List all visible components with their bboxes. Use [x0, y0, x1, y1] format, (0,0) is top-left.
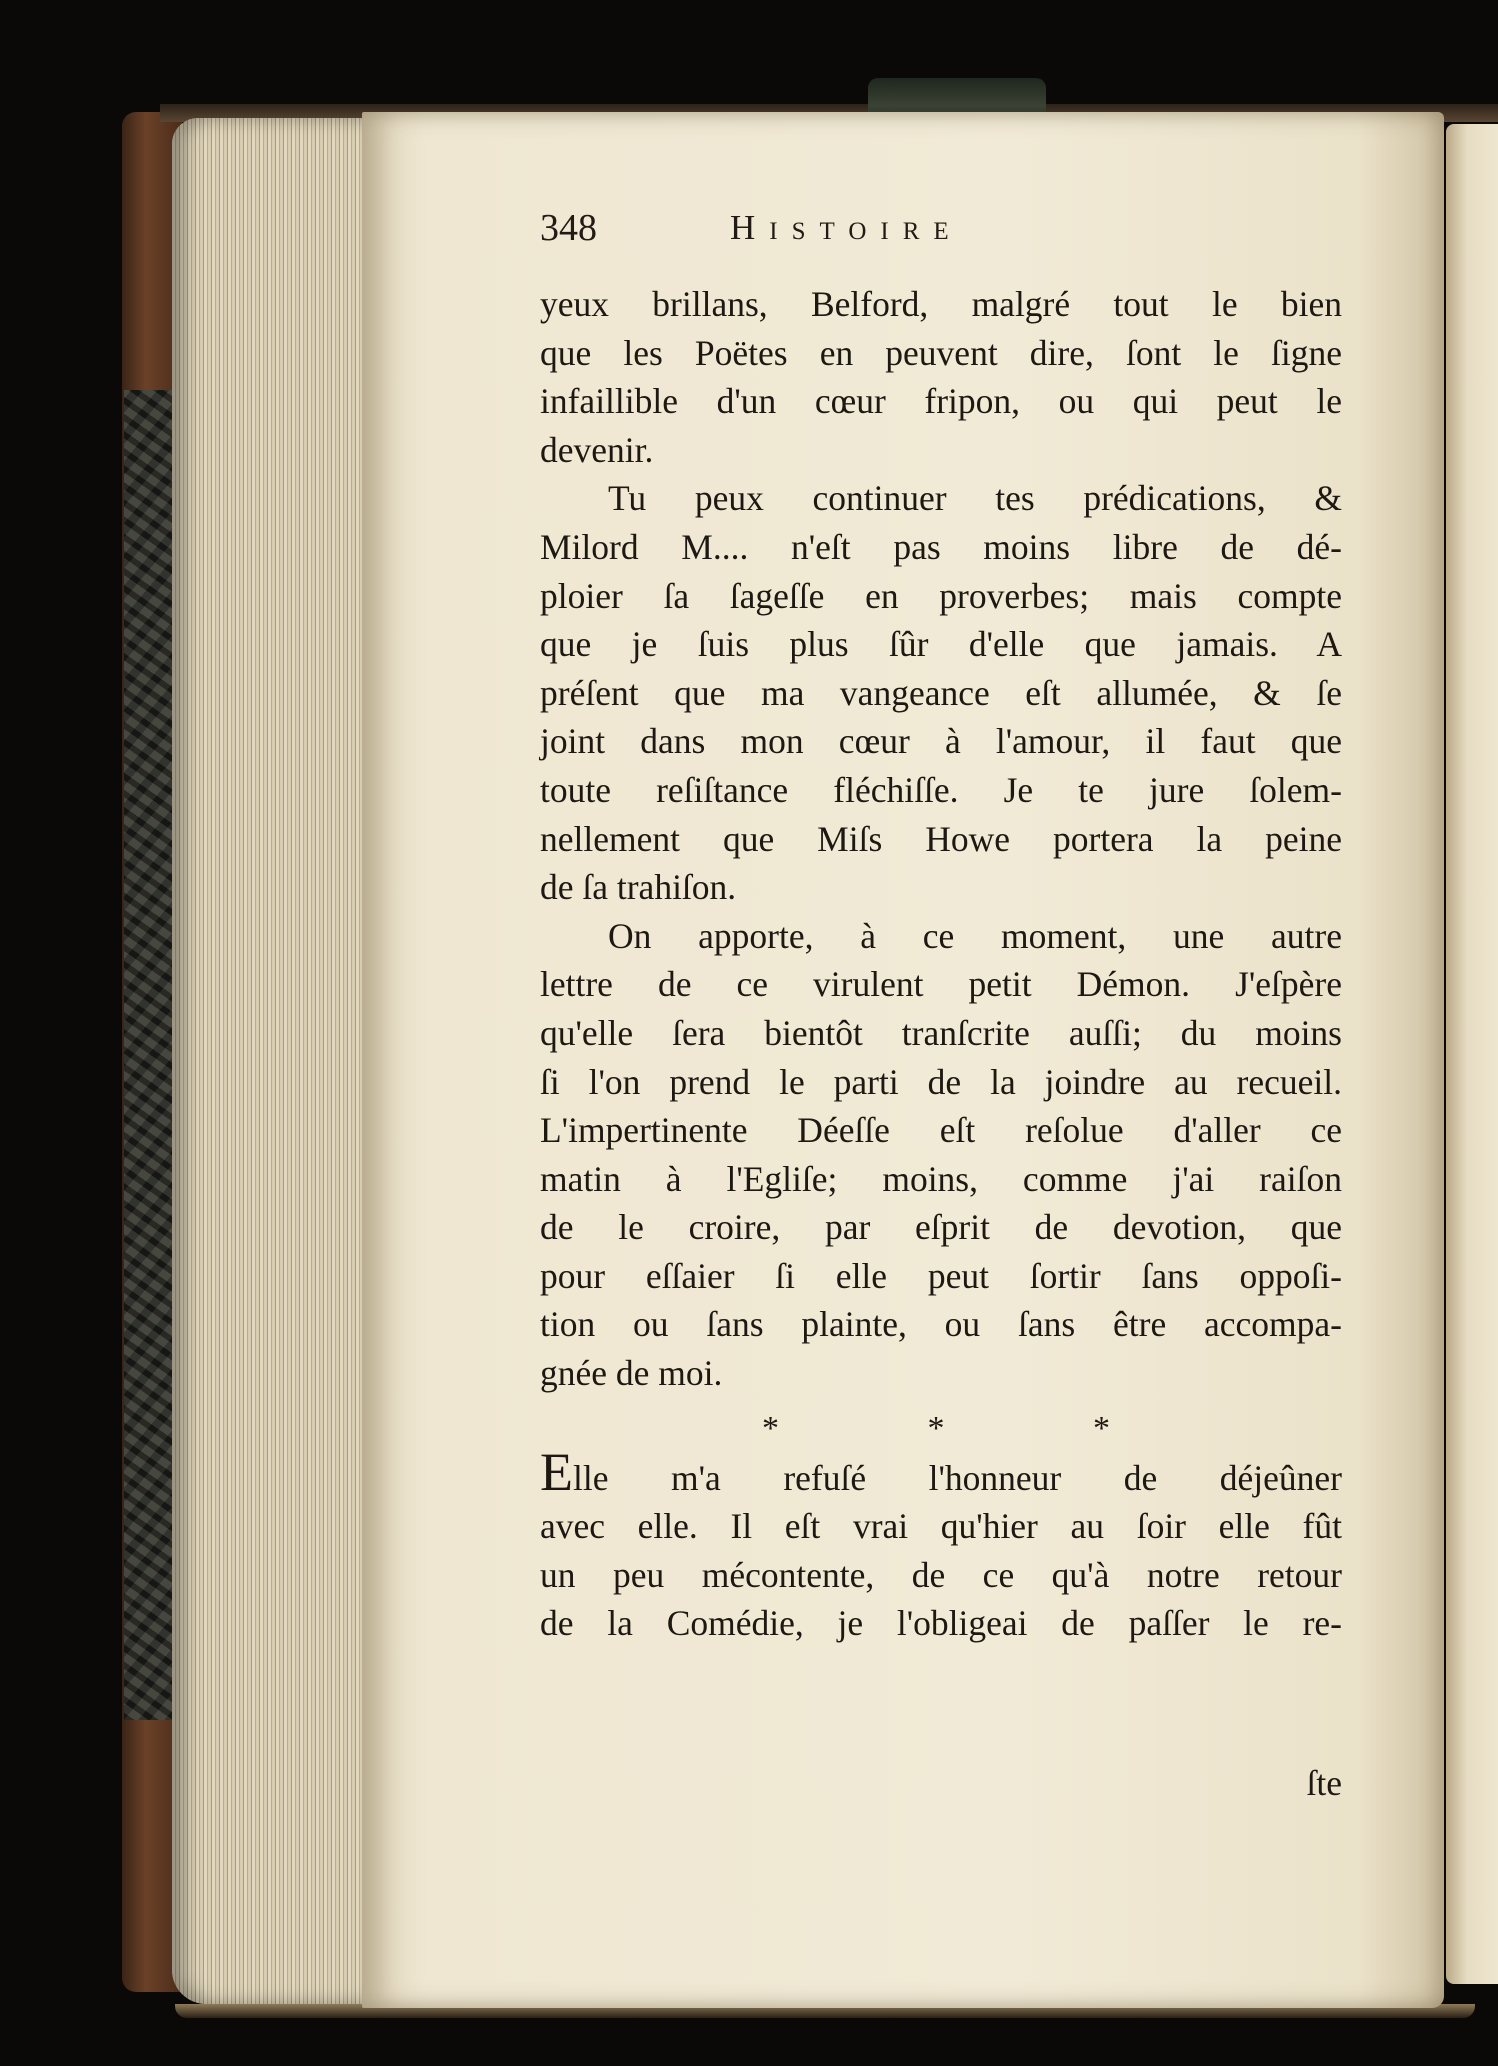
page-edges	[172, 118, 368, 2004]
text-line: toute reſiſtance fléchiſſe. Je te jure ſolem-	[540, 769, 1342, 810]
text-line: préſent que ma vangeance eſt allumée, & ſe	[540, 672, 1342, 713]
text-line: Tu peux continuer tes prédications, &	[608, 478, 1342, 519]
text-line: ſi l'on prend le parti de la joindre au recueil.	[540, 1061, 1342, 1102]
text-line: yeux brillans, Belford, malgré tout le bien	[540, 284, 1342, 324]
text-line: tion ou ſans plainte, ou ſans être accompa-	[540, 1304, 1342, 1345]
text-line: matin à l'Egliſe; moins, comme j'ai raiſon	[540, 1158, 1342, 1199]
text-line: joint dans mon cœur à l'amour, il faut que	[540, 721, 1342, 762]
facing-page-edge	[1446, 124, 1498, 1984]
text-line-first	[540, 1441, 1342, 1503]
text-line: un peu mécontente, de ce qu'à notre retour	[540, 1554, 1342, 1595]
text-line: gnée de moi.	[540, 1353, 723, 1394]
drop-cap: E	[540, 1441, 573, 1502]
text-line: avec elle. Il eſt vrai qu'hier au ſoir elle fût	[540, 1506, 1342, 1547]
text-line: pour eſſaier ſi elle peut ſortir ſans oppoſi-	[540, 1255, 1342, 1296]
page-body	[540, 280, 1342, 1648]
text-line: qu'elle ſera bientôt tranſcrite auſſi; du moins	[540, 1012, 1342, 1053]
catchword: ſte	[1306, 1763, 1342, 1803]
text-line: que je ſuis plus ſûr d'elle que jamais. A	[540, 624, 1342, 665]
marbled-board	[124, 390, 176, 1720]
text-line: de ſa trahiſon.	[540, 867, 737, 908]
text-line: de la Comédie, je l'obligeai de paſſer le re-	[540, 1603, 1342, 1644]
text-line: de le croire, par eſprit de devotion, que	[540, 1207, 1342, 1248]
section-separator: * * *	[762, 1409, 1180, 1447]
text-line: L'impertinente Déeſſe eſt reſolue d'aller ce	[540, 1110, 1342, 1151]
text-line: devenir.	[540, 429, 654, 470]
text-line: lettre de ce virulent petit Démon. J'eſpère	[540, 964, 1342, 1005]
text-line: infaillible d'un cœur fripon, ou qui peut le	[540, 381, 1342, 422]
text-line-rest: lle m'a refuſé l'honneur de déjeûner	[573, 1457, 1342, 1498]
text-line: On apporte, à ce moment, une autre	[608, 915, 1342, 956]
text-line: que les Poëtes en peuvent dire, ſont le ſigne	[540, 332, 1342, 373]
text-line: Milord M.... n'eſt pas moins libre de dé-	[540, 526, 1342, 567]
page-number: 348	[540, 207, 597, 249]
text-line: ploier ſa ſageſſe en proverbes; mais compte	[540, 575, 1342, 616]
text-line: nellement que Miſs Howe portera la peine	[540, 818, 1342, 859]
running-head: Histoire	[730, 208, 963, 247]
page-header	[540, 206, 1190, 256]
